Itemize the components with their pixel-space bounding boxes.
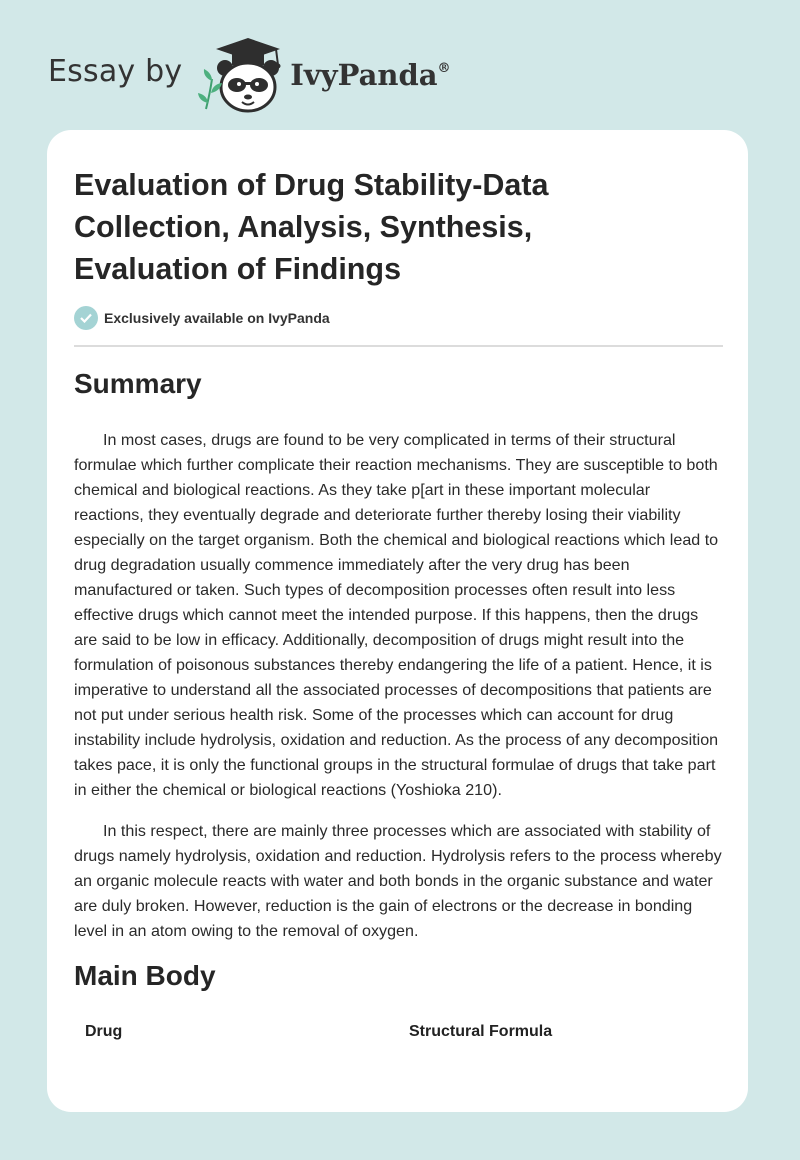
section-heading-main-body: Main Body <box>74 960 216 991</box>
paragraph: In this respect, there are mainly three processes which are associated with stability of drugs namely hydrolysis, oxidation and reduction. Hydrolysis refers to the process whereby an organic molecule reacts with water and both bonds in the organic substance and water are duly broken. However, reduction is the gain of electrons or the decrease in bonding level in an atom owing to the removal of oxygen. <box>74 822 722 940</box>
section-heading-summary: Summary <box>74 368 202 399</box>
check-circle-icon <box>74 306 98 330</box>
ivypanda-logo-icon <box>196 35 288 115</box>
essay-by-label: Essay by <box>48 53 183 89</box>
divider <box>74 345 723 347</box>
essay-card <box>47 130 748 1112</box>
page-title: Evaluation of Drug Stability-Data Collection, Analysis, Synthesis, Evaluation of Findings <box>74 168 549 286</box>
exclusive-label: Exclusively available on IvyPanda <box>104 310 330 326</box>
ivypanda-wordmark: IvyPanda® <box>290 58 451 92</box>
paragraph: In most cases, drugs are found to be very complicated in terms of their structural formulae which further complicate their reaction mechanisms. They are susceptible to both chemical and biological reactions. As they take p[art in these important molecular reactions, they eventually degrade and deteriorate further thereby losing their viability especially on the target organism. Both the chemical and biological reactions which lead to drug degradation usually commence immediately after the very drug has been manufactured or taken. Such types of decomposition processes often result into less effective drugs which cannot meet the intended purpose. If this happens, then the drugs are said to be low in efficacy. Additionally, decomposition of drugs might result into the formulation of poisonous substances thereby endangering the life of a patient. Hence, it is imperative to understand all the associated processes of decompositions that patients are not put under serious health risk. Some of the processes which can account for drug instability include hydrolysis, oxidation and reduction. As the process of any decomposition takes pace, it is only the functional groups in the structural formulae of drugs that take part in either the chemical or biological reactions (Yoshioka 210). <box>74 431 719 799</box>
table-header-structural-formula: Structural Formula <box>409 1023 553 1040</box>
brand-header[interactable] <box>48 30 451 120</box>
table-header-drug: Drug <box>85 1023 123 1040</box>
exclusive-badge <box>74 306 330 330</box>
